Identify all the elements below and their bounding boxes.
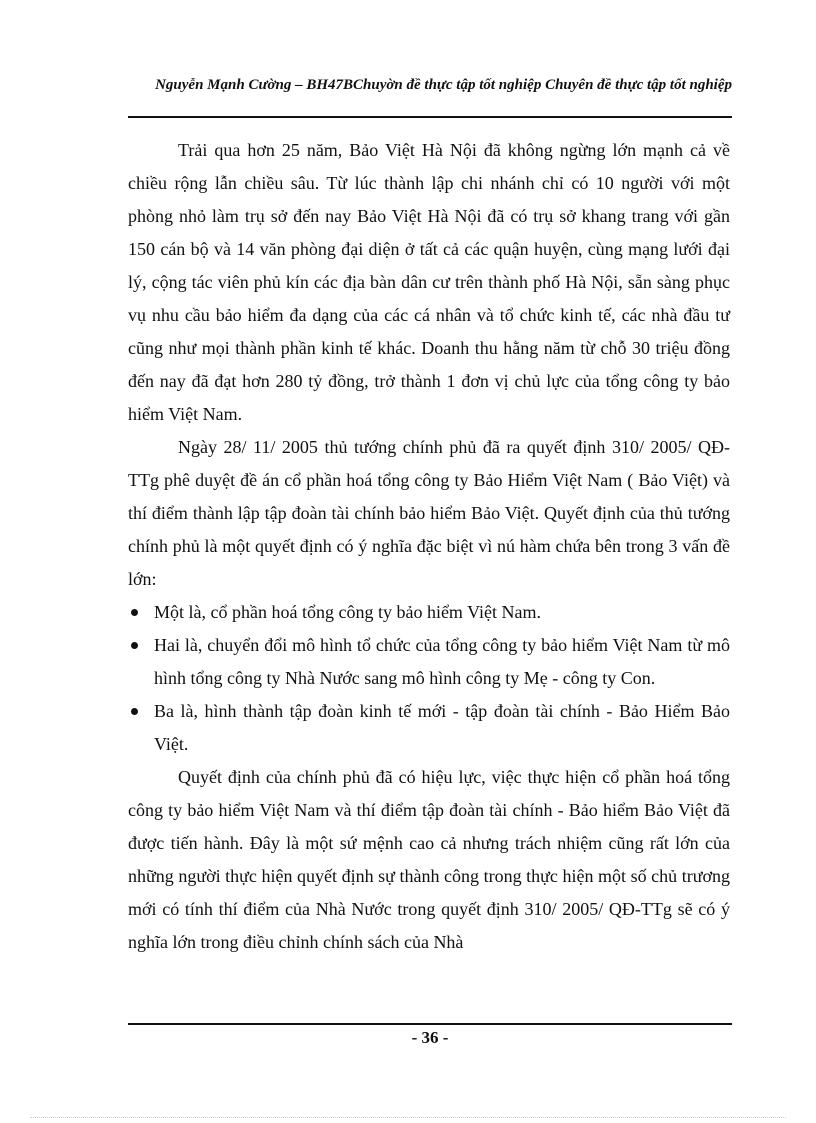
bullet-icon [131, 642, 138, 649]
list-item [128, 695, 730, 761]
bullet-icon [131, 609, 138, 616]
document-body [128, 134, 730, 959]
list-item-text: Ba là, hình thành tập đoàn kinh tế mới - tập đoàn tài chính - Bảo Hiểm Bảo Việt. [154, 701, 730, 754]
page-edge-dotted-line [30, 1117, 786, 1118]
issues-list [128, 596, 730, 761]
list-item [128, 596, 730, 629]
paragraph-decision: Ngày 28/ 11/ 2005 thủ tướng chính phủ đã ra quyết định 310/ 2005/ QĐ-TTg phê duyệt đề án cổ phần hoá tổng công ty Bảo Hiểm Việt Nam ( Bảo Việt) và thí điểm thành lập tập đoàn tài chính bảo hiểm Bảo Việt. Quyết định của thủ tướng chính phủ là một quyết định có ý nghĩa đặc biệt vì nú hàm chứa bên trong 3 vấn đề lớn: [128, 437, 730, 589]
header-divider [128, 116, 732, 118]
footer-divider [128, 1023, 732, 1025]
bullet-icon [131, 708, 138, 715]
running-header: Nguyễn Mạnh Cường – BH47BChuyờn đề thực tập tốt nghiệp Chuyên đề thực tập tốt nghiệp [155, 77, 732, 93]
list-item [128, 629, 730, 695]
list-item-text: Một là, cổ phần hoá tổng công ty bảo hiểm Việt Nam. [154, 602, 542, 622]
paragraph-history: Trải qua hơn 25 năm, Bảo Việt Hà Nội đã không ngừng lớn mạnh cả về chiều rộng lẫn chiều sâu. Từ lúc thành lập chi nhánh chỉ có 10 người với một phòng nhỏ làm trụ sở đến nay Bảo Việt Hà Nội đã có trụ sở khang trang với gần 150 cán bộ và 14 văn phòng đại diện ở tất cả các quận huyện, cùng mạng lưới đại lý, cộng tác viên phủ kín các địa bàn dân cư trên thành phố Hà Nội, sẵn sàng phục vụ nhu cầu bảo hiểm đa dạng của các cá nhân và tổ chức kinh tế, các nhà đầu tư cũng như mọi thành phần kinh tế khác. Doanh thu hằng năm từ chỗ 30 triệu đồng đến nay đã đạt hơn 280 tỷ đồng, trở thành 1 đơn vị chủ lực của tổng công ty bảo hiểm Việt Nam. [128, 140, 730, 424]
paragraph-closing: Quyết định của chính phủ đã có hiệu lực, việc thực hiện cổ phần hoá tổng công ty bảo hiểm Việt Nam và thí điểm tập đoàn tài chính - Bảo hiểm Bảo Việt đã được tiến hành. Đây là một sứ mệnh cao cả nhưng trách nhiệm cũng rất lớn của những người thực hiện quyết định sự thành công trong thực hiện một số chủ trương mới có tính thí điểm của Nhà Nước trong quyết định 310/ 2005/ QĐ-TTg sẽ có ý nghĩa lớn trong điều chỉnh chính sách của Nhà [128, 767, 730, 952]
page-number: - 36 - [411, 1028, 449, 1047]
list-item-text: Hai là, chuyển đổi mô hình tổ chức của tổng công ty bảo hiểm Việt Nam từ mô hình tổng công ty Nhà Nước sang mô hình công ty Mẹ - công ty Con. [154, 635, 730, 688]
